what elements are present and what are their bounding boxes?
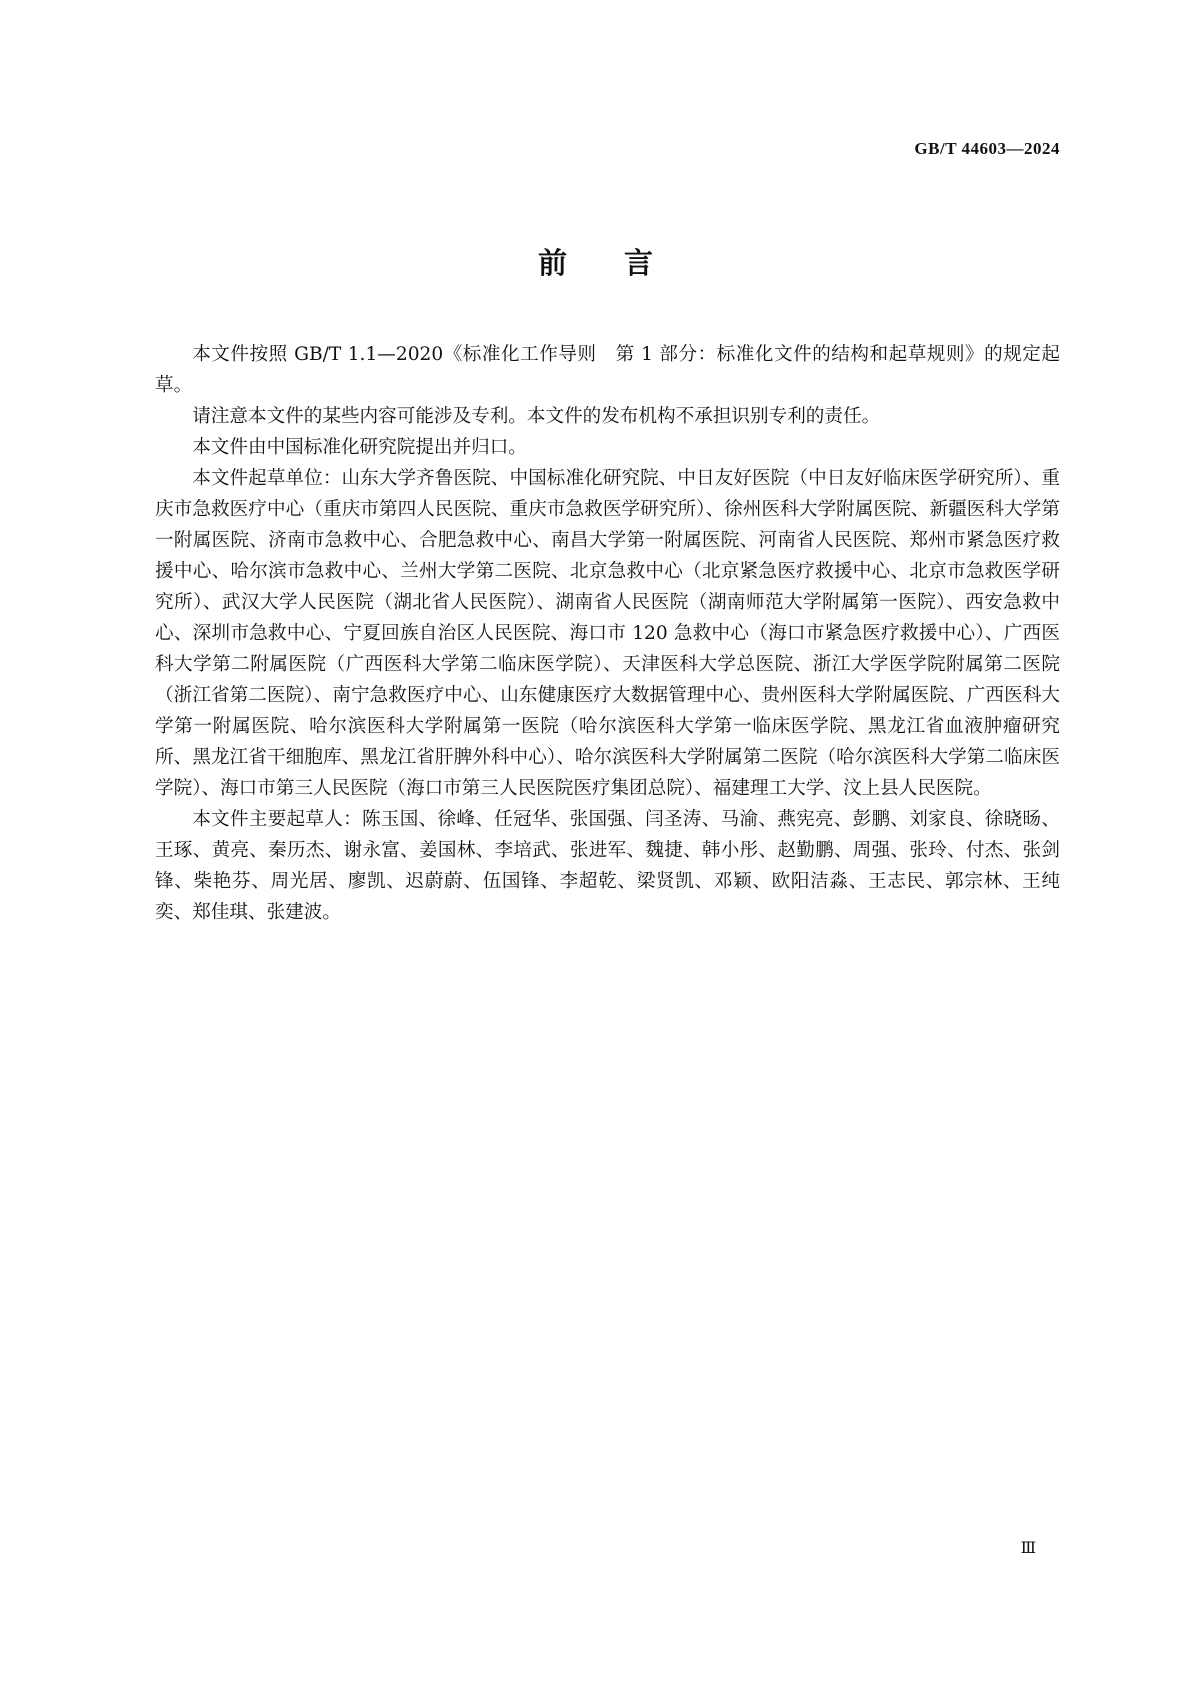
- page-number: Ⅲ: [1020, 1540, 1036, 1557]
- paragraph-drafting-rules: 本文件按照 GB/T 1.1—2020《标准化工作导则 第 1 部分：标准化文件的结构和起草规则》的规定起草。: [155, 344, 1060, 396]
- paragraph-proposer: 本文件由中国标准化研究院提出并归口。: [192, 437, 527, 458]
- paragraph-drafting-organizations: 本文件起草单位：山东大学齐鲁医院、中国标准化研究院、中日友好医院（中日友好临床医学研究所）、重庆市急救医疗中心（重庆市第四人民医院、重庆市急救医学研究所）、徐州医科大学附属医院、新疆医科大学第一附属医院、济南市急救中心、合肥急救中心、南昌大学第一附属医院、河南省人民医院、郑州市紧急医疗救援中心、哈尔滨市急救中心、兰州大学第二医院、北京急救中心（北京紧急医疗救援中心、北京市急救医学研究所）、武汉大学人民医院（湖北省人民医院）、湖南省人民医院（湖南师范大学附属第一医院）、西安急救中心、深圳市急救中心、宁夏回族自治区人民医院、海口市 120 急救中心（海口市紧急医疗救援中心）、广西医科大学第二附属医院（广西医科大学第二临床医学院）、天津医科大学总医院、浙江大学医学院附属第二医院（浙江省第二医院）、南宁急救医疗中心、山东健康医疗大数据管理中心、贵州医科大学附属医院、广西医科大学第一附属医院、哈尔滨医科大学附属第一医院（哈尔滨医科大学第一临床医学院、黑龙江省血液肿瘤研究所、黑龙江省干细胞库、黑龙江省肝脾外科中心）、哈尔滨医科大学附属第二医院（哈尔滨医科大学第二临床医学院）、海口市第三人民医院（海口市第三人民医院医疗集团总院）、福建理工大学、汶上县人民医院。: [155, 468, 1060, 799]
- foreword-body: [155, 339, 1060, 928]
- paragraph-drafters: 本文件主要起草人：陈玉国、徐峰、任冠华、张国强、闫圣涛、马渝、燕宪亮、彭鹏、刘家良、徐晓旸、王琢、黄亮、秦历杰、谢永富、姜国林、李培武、张进军、魏捷、韩小彤、赵勤鹏、周强、张玲、付杰、张剑锋、柴艳芬、周光居、廖凯、迟蔚蔚、伍国锋、李超乾、梁贤凯、邓颖、欧阳洁淼、王志民、郭宗林、王纯奕、郑佳琪、张建波。: [155, 809, 1060, 923]
- standard-number: GB/T 44603—2024: [914, 139, 1060, 158]
- paragraph-patent-notice: 请注意本文件的某些内容可能涉及专利。本文件的发布机构不承担识别专利的责任。: [192, 406, 881, 427]
- page-title: 前言: [537, 246, 710, 280]
